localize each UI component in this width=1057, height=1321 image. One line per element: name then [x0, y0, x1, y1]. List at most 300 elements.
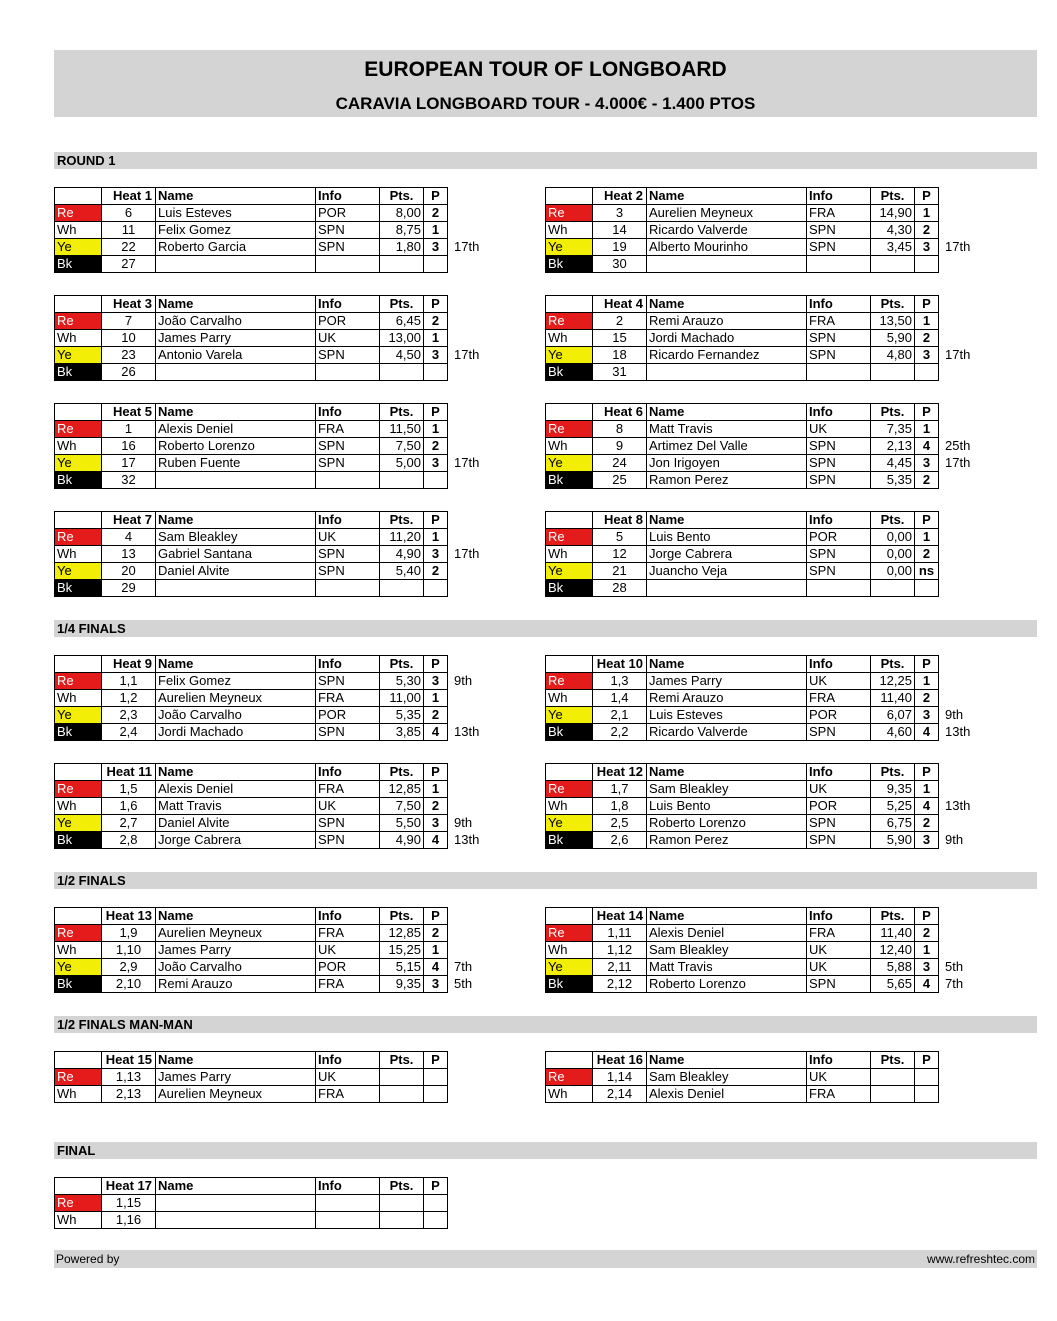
surfer-row	[55, 205, 488, 222]
place-header-spacer	[448, 188, 488, 205]
heat-header-row	[55, 512, 488, 529]
surfer-row	[546, 976, 979, 993]
jersey-color-cell: Re	[546, 673, 593, 690]
heat-label: Heat 9	[102, 656, 156, 673]
country-cell: UK	[316, 1069, 380, 1086]
heat-label: Heat 11	[102, 764, 156, 781]
seed-cell: 1,12	[593, 942, 647, 959]
country-cell: SPN	[807, 472, 871, 489]
position-header: P	[424, 1052, 448, 1069]
final-place-cell	[448, 1212, 488, 1229]
jersey-color-cell: Bk	[546, 724, 593, 741]
surfer-name-cell	[647, 364, 807, 381]
country-cell: SPN	[807, 832, 871, 849]
color-header-cell	[55, 404, 102, 421]
jersey-color-cell: Bk	[55, 976, 102, 993]
points-cell: 5,00	[380, 455, 424, 472]
position-cell: 2	[915, 690, 939, 707]
final-place-cell: 5th	[945, 959, 964, 974]
jersey-color-cell: Wh	[55, 1086, 102, 1103]
heat-header-row	[546, 764, 979, 781]
seed-cell: 2,4	[102, 724, 156, 741]
country-cell	[807, 256, 871, 273]
points-cell: 11,40	[871, 925, 915, 942]
seed-cell: 1,8	[593, 798, 647, 815]
heat-label: Heat 6	[593, 404, 647, 421]
surfer-row	[55, 580, 488, 597]
name-header: Name	[647, 764, 807, 781]
seed-cell: 12	[593, 546, 647, 563]
surfer-row	[546, 815, 979, 832]
info-header: Info	[316, 188, 380, 205]
points-cell: 8,00	[380, 205, 424, 222]
final-place-cell	[939, 313, 979, 330]
position-cell: 1	[915, 421, 939, 438]
points-cell: 12,85	[380, 781, 424, 798]
place-header-spacer	[939, 764, 979, 781]
heat-header-row	[55, 296, 488, 313]
heat-label: Heat 13	[102, 908, 156, 925]
country-cell: SPN	[316, 563, 380, 580]
points-cell	[380, 580, 424, 597]
position-header: P	[915, 764, 939, 781]
points-cell	[871, 364, 915, 381]
final-place-cell	[448, 472, 488, 489]
seed-cell: 1,11	[593, 925, 647, 942]
position-header: P	[424, 188, 448, 205]
position-cell: 2	[915, 546, 939, 563]
info-header: Info	[316, 764, 380, 781]
country-cell: SPN	[807, 546, 871, 563]
heat-label: Heat 2	[593, 188, 647, 205]
final-place-cell	[939, 529, 979, 546]
position-cell: 2	[915, 472, 939, 489]
surfer-row	[55, 330, 488, 347]
points-cell: 6,07	[871, 707, 915, 724]
jersey-color-cell: Wh	[55, 330, 102, 347]
surfer-name-cell	[156, 364, 316, 381]
surfer-name-cell: Ricardo Fernandez	[647, 347, 807, 364]
surfer-name-cell: Aurelien Meyneux	[647, 205, 807, 222]
points-cell: 11,00	[380, 690, 424, 707]
seed-cell: 31	[593, 364, 647, 381]
heat-table	[545, 511, 979, 597]
position-cell	[915, 580, 939, 597]
position-header: P	[915, 188, 939, 205]
country-cell: UK	[807, 1069, 871, 1086]
surfer-name-cell: Daniel Alvite	[156, 563, 316, 580]
points-header: Pts.	[380, 512, 424, 529]
surfer-row	[55, 563, 488, 580]
heat-table	[54, 403, 488, 489]
position-cell: 1	[424, 690, 448, 707]
points-cell: 5,88	[871, 959, 915, 976]
seed-cell: 14	[593, 222, 647, 239]
info-header: Info	[807, 512, 871, 529]
final-place-cell	[939, 421, 979, 438]
heat-table	[54, 187, 488, 273]
final-place-cell	[448, 563, 488, 580]
position-header: P	[424, 512, 448, 529]
seed-cell: 29	[102, 580, 156, 597]
seed-cell: 17	[102, 455, 156, 472]
final-place-cell	[448, 205, 488, 222]
seed-cell: 1,3	[593, 673, 647, 690]
final-place-cell	[448, 690, 488, 707]
jersey-color-cell: Bk	[55, 580, 102, 597]
final-place-cell	[448, 330, 488, 347]
position-cell	[915, 256, 939, 273]
surfer-name-cell: James Parry	[156, 942, 316, 959]
jersey-color-cell: Re	[55, 781, 102, 798]
info-header: Info	[807, 908, 871, 925]
final-place-cell	[448, 313, 488, 330]
seed-cell: 1,6	[102, 798, 156, 815]
surfer-row	[546, 1086, 979, 1103]
points-cell: 12,25	[871, 673, 915, 690]
heat-label: Heat 14	[593, 908, 647, 925]
heat-table	[545, 907, 979, 993]
surfer-name-cell: Aurelien Meyneux	[156, 1086, 316, 1103]
final-place-cell: 17th	[945, 455, 971, 470]
color-header-cell	[546, 764, 593, 781]
final-place-cell	[448, 438, 488, 455]
heat-header-row	[546, 188, 979, 205]
jersey-color-cell: Re	[55, 1195, 102, 1212]
heat-table	[54, 763, 488, 849]
name-header: Name	[156, 404, 316, 421]
surfer-name-cell: James Parry	[156, 1069, 316, 1086]
surfer-row	[546, 205, 979, 222]
final-place-cell: 9th	[945, 707, 964, 722]
seed-cell: 27	[102, 256, 156, 273]
name-header: Name	[156, 908, 316, 925]
surfer-name-cell: Matt Travis	[647, 421, 807, 438]
heat-label: Heat 17	[102, 1178, 156, 1195]
points-header: Pts.	[871, 512, 915, 529]
seed-cell: 2,11	[593, 959, 647, 976]
position-cell: 3	[424, 546, 448, 563]
document-header	[54, 50, 1037, 117]
heat-label: Heat 8	[593, 512, 647, 529]
heat-label: Heat 3	[102, 296, 156, 313]
seed-cell: 6	[102, 205, 156, 222]
surfer-row	[55, 690, 488, 707]
heat-table	[545, 763, 979, 849]
color-header-cell	[55, 656, 102, 673]
seed-cell: 2,12	[593, 976, 647, 993]
seed-cell: 1,14	[593, 1069, 647, 1086]
place-header-spacer	[939, 1052, 979, 1069]
points-cell	[380, 256, 424, 273]
seed-cell: 22	[102, 239, 156, 256]
points-cell: 11,40	[871, 690, 915, 707]
final-place-cell: 13th	[945, 724, 971, 739]
position-cell: 3	[424, 239, 448, 256]
surfer-row	[546, 580, 979, 597]
position-cell: 2	[915, 330, 939, 347]
surfer-name-cell: Remi Arauzo	[156, 976, 316, 993]
place-header-spacer	[939, 188, 979, 205]
final-place-cell	[939, 256, 979, 273]
position-cell: 2	[424, 438, 448, 455]
points-header: Pts.	[380, 1178, 424, 1195]
points-header: Pts.	[871, 764, 915, 781]
position-header: P	[915, 404, 939, 421]
final-place-cell	[448, 364, 488, 381]
seed-cell: 30	[593, 256, 647, 273]
surfer-name-cell	[156, 472, 316, 489]
surfer-name-cell: James Parry	[647, 673, 807, 690]
final-place-cell: 17th	[945, 347, 971, 362]
surfer-row	[55, 707, 488, 724]
seed-cell: 1,1	[102, 673, 156, 690]
position-cell	[424, 364, 448, 381]
place-header-spacer	[448, 764, 488, 781]
jersey-color-cell: Re	[55, 1069, 102, 1086]
heat-header-row	[55, 1178, 488, 1195]
position-cell: 4	[915, 798, 939, 815]
points-cell: 3,45	[871, 239, 915, 256]
surfer-row	[55, 421, 488, 438]
final-place-cell: 25th	[945, 438, 971, 453]
position-header: P	[915, 512, 939, 529]
name-header: Name	[647, 656, 807, 673]
final-place-cell	[448, 1086, 488, 1103]
surfer-name-cell: Alexis Deniel	[156, 781, 316, 798]
points-header: Pts.	[871, 296, 915, 313]
points-cell	[380, 364, 424, 381]
points-cell: 12,40	[871, 942, 915, 959]
seed-cell: 2,7	[102, 815, 156, 832]
country-cell: SPN	[807, 222, 871, 239]
jersey-color-cell: Ye	[55, 959, 102, 976]
position-cell: 2	[424, 205, 448, 222]
final-place-cell	[939, 1086, 979, 1103]
points-cell: 11,50	[380, 421, 424, 438]
position-cell	[424, 1212, 448, 1229]
jersey-color-cell: Wh	[546, 438, 593, 455]
country-cell: POR	[807, 529, 871, 546]
surfer-name-cell: Roberto Lorenzo	[647, 815, 807, 832]
heat-header-row	[55, 188, 488, 205]
points-header: Pts.	[871, 656, 915, 673]
position-cell: 3	[424, 673, 448, 690]
jersey-color-cell: Re	[546, 205, 593, 222]
seed-cell: 2,10	[102, 976, 156, 993]
points-cell: 5,15	[380, 959, 424, 976]
surfer-name-cell: Roberto Garcia	[156, 239, 316, 256]
heat-header-row	[546, 512, 979, 529]
jersey-color-cell: Bk	[546, 472, 593, 489]
surfer-name-cell: Luis Bento	[647, 798, 807, 815]
country-cell: SPN	[316, 438, 380, 455]
position-cell	[424, 1195, 448, 1212]
points-header: Pts.	[380, 404, 424, 421]
seed-cell: 10	[102, 330, 156, 347]
position-cell	[424, 580, 448, 597]
section-title: ROUND 1	[54, 152, 1037, 169]
jersey-color-cell: Bk	[546, 256, 593, 273]
country-cell: FRA	[316, 1086, 380, 1103]
jersey-color-cell: Bk	[55, 364, 102, 381]
points-cell	[380, 1212, 424, 1229]
surfer-row	[55, 529, 488, 546]
name-header: Name	[156, 1052, 316, 1069]
surfer-row	[546, 563, 979, 580]
position-cell: ns	[915, 563, 939, 580]
position-header: P	[424, 404, 448, 421]
country-cell	[807, 364, 871, 381]
points-cell: 2,13	[871, 438, 915, 455]
position-cell	[424, 472, 448, 489]
country-cell: UK	[807, 942, 871, 959]
surfer-name-cell: Jordi Machado	[156, 724, 316, 741]
name-header: Name	[156, 656, 316, 673]
country-cell: SPN	[316, 724, 380, 741]
jersey-color-cell: Ye	[546, 815, 593, 832]
heat-table	[545, 187, 979, 273]
points-cell: 7,50	[380, 438, 424, 455]
seed-cell: 2,6	[593, 832, 647, 849]
place-header-spacer	[448, 1052, 488, 1069]
surfer-name-cell	[156, 1195, 316, 1212]
color-header-cell	[546, 1052, 593, 1069]
jersey-color-cell: Re	[55, 205, 102, 222]
position-cell: 1	[424, 942, 448, 959]
info-header: Info	[316, 296, 380, 313]
position-header: P	[424, 296, 448, 313]
surfer-row	[55, 976, 488, 993]
position-cell: 3	[915, 239, 939, 256]
surfer-row	[55, 798, 488, 815]
points-cell: 6,75	[871, 815, 915, 832]
country-cell	[316, 580, 380, 597]
final-place-cell	[448, 925, 488, 942]
country-cell: FRA	[316, 781, 380, 798]
final-place-cell: 17th	[454, 455, 480, 470]
final-place-cell	[939, 563, 979, 580]
place-header-spacer	[939, 512, 979, 529]
points-header: Pts.	[380, 296, 424, 313]
position-cell: 2	[424, 707, 448, 724]
surfer-name-cell	[156, 580, 316, 597]
heat-table	[545, 655, 979, 741]
surfer-row	[546, 347, 979, 364]
place-header-spacer	[448, 512, 488, 529]
seed-cell: 2	[593, 313, 647, 330]
heat-header-row	[546, 296, 979, 313]
jersey-color-cell: Bk	[55, 724, 102, 741]
surfer-name-cell: Alberto Mourinho	[647, 239, 807, 256]
country-cell: UK	[316, 942, 380, 959]
country-cell: SPN	[807, 563, 871, 580]
info-header: Info	[316, 656, 380, 673]
section-title: 1/2 FINALS	[54, 872, 1037, 889]
country-cell: UK	[807, 959, 871, 976]
position-cell: 1	[915, 781, 939, 798]
final-place-cell: 9th	[945, 832, 964, 847]
surfer-row	[546, 925, 979, 942]
jersey-color-cell: Re	[55, 925, 102, 942]
surfer-row	[546, 832, 979, 849]
surfer-name-cell: Ruben Fuente	[156, 455, 316, 472]
country-cell: SPN	[807, 455, 871, 472]
points-cell: 8,75	[380, 222, 424, 239]
jersey-color-cell: Ye	[55, 563, 102, 580]
name-header: Name	[156, 512, 316, 529]
surfer-name-cell: Jorge Cabrera	[156, 832, 316, 849]
jersey-color-cell: Bk	[546, 364, 593, 381]
country-cell: UK	[807, 673, 871, 690]
position-cell: 1	[424, 330, 448, 347]
place-header-spacer	[448, 296, 488, 313]
country-cell: SPN	[807, 438, 871, 455]
surfer-name-cell: Ramon Perez	[647, 832, 807, 849]
points-cell	[380, 1069, 424, 1086]
surfer-name-cell: Aurelien Meyneux	[156, 925, 316, 942]
points-cell: 5,65	[871, 976, 915, 993]
position-header: P	[915, 656, 939, 673]
points-cell: 9,35	[871, 781, 915, 798]
surfer-name-cell: Alexis Deniel	[156, 421, 316, 438]
final-place-cell: 13th	[945, 798, 971, 813]
color-header-cell	[546, 512, 593, 529]
seed-cell: 26	[102, 364, 156, 381]
seed-cell: 24	[593, 455, 647, 472]
info-header: Info	[807, 296, 871, 313]
seed-cell: 1,16	[102, 1212, 156, 1229]
info-header: Info	[807, 404, 871, 421]
final-place-cell	[448, 942, 488, 959]
country-cell: FRA	[807, 1086, 871, 1103]
final-place-cell	[448, 222, 488, 239]
surfer-name-cell: Ricardo Valverde	[647, 222, 807, 239]
surfer-row	[55, 781, 488, 798]
points-header: Pts.	[380, 188, 424, 205]
surfer-row	[55, 832, 488, 849]
points-cell: 4,80	[871, 347, 915, 364]
seed-cell: 16	[102, 438, 156, 455]
position-header: P	[915, 296, 939, 313]
jersey-color-cell: Ye	[546, 563, 593, 580]
heat-header-row	[55, 764, 488, 781]
final-place-cell	[939, 815, 979, 832]
surfer-row	[546, 942, 979, 959]
final-place-cell: 7th	[945, 976, 964, 991]
country-cell	[316, 1195, 380, 1212]
section-title: FINAL	[54, 1142, 1037, 1159]
surfer-name-cell: Luis Esteves	[156, 205, 316, 222]
surfer-name-cell: Jorge Cabrera	[647, 546, 807, 563]
jersey-color-cell: Re	[55, 421, 102, 438]
heat-header-row	[546, 908, 979, 925]
surfer-name-cell	[156, 1212, 316, 1229]
final-place-cell	[939, 472, 979, 489]
place-header-spacer	[448, 404, 488, 421]
points-cell: 14,90	[871, 205, 915, 222]
seed-cell: 23	[102, 347, 156, 364]
surfer-name-cell: Jon Irigoyen	[647, 455, 807, 472]
seed-cell: 5	[593, 529, 647, 546]
points-cell	[871, 256, 915, 273]
surfer-row	[55, 1195, 488, 1212]
surfer-row	[546, 364, 979, 381]
surfer-row	[546, 781, 979, 798]
page-title: EUROPEAN TOUR OF LONGBOARD	[364, 58, 727, 81]
final-place-cell	[939, 222, 979, 239]
surfer-name-cell: Felix Gomez	[156, 222, 316, 239]
